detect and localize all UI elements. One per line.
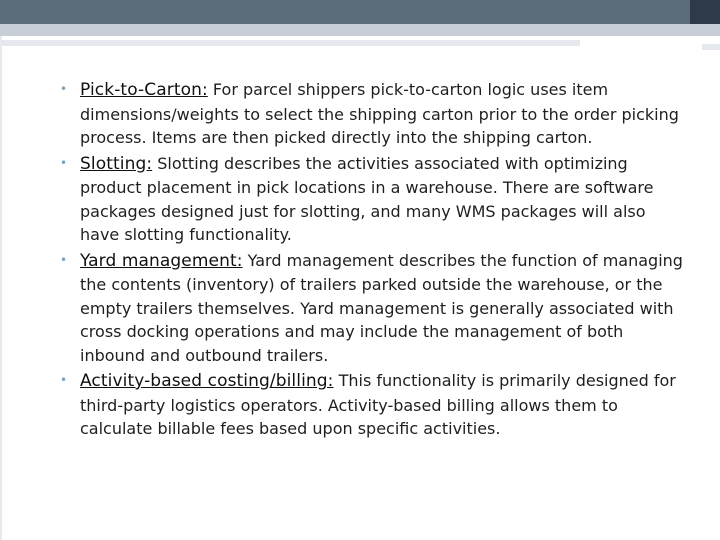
bullet-text: Slotting describes the activities associated with optimizing product placement in pick locations in a warehouse. There are software packages designed just for slotting, and many WMS packages will also have slotting functionality.: [80, 153, 654, 244]
bullet-item: [58, 78, 688, 150]
bullet-text: For parcel shippers pick-to-carton logic uses item dimensions/weights to select the shipping carton prior to the order picking process. Items are then picked directly into the shipping carton.: [80, 80, 679, 147]
bullet-term: Pick-to-Carton:: [80, 80, 208, 100]
bullet-list: [58, 78, 688, 441]
header-rule-accent: [702, 44, 720, 50]
bullet-dot-icon: •: [60, 155, 68, 170]
bullet-term: Activity-based costing/billing:: [80, 371, 334, 391]
bullet-term: Slotting:: [80, 153, 153, 174]
header-rule: [0, 40, 580, 46]
header-strip: [0, 24, 720, 36]
bullet-text: Yard management describes the function of managing the contents (inventory) of trailers parked outside the warehouse, or the empty trailers themselves. Yard management is generally associated with cross docking operations and may include the management of both inbound and outbound trailers.: [80, 250, 683, 365]
bullet-item: [58, 152, 688, 247]
bullet-text: This functionality is primarily designed for third-party logistics operators. Activity-based billing allows them to calculate billable fees based upon specific activities.: [80, 371, 676, 438]
header-band: [0, 0, 720, 24]
header-band-accent: [690, 0, 720, 24]
bullet-term: Yard management:: [80, 250, 243, 271]
bullet-dot-icon: •: [60, 82, 68, 96]
left-margin-line: [0, 36, 2, 540]
bullet-item: [58, 369, 688, 441]
bullet-item: [58, 249, 688, 368]
bullet-dot-icon: •: [60, 373, 68, 387]
bullet-dot-icon: •: [60, 252, 68, 267]
